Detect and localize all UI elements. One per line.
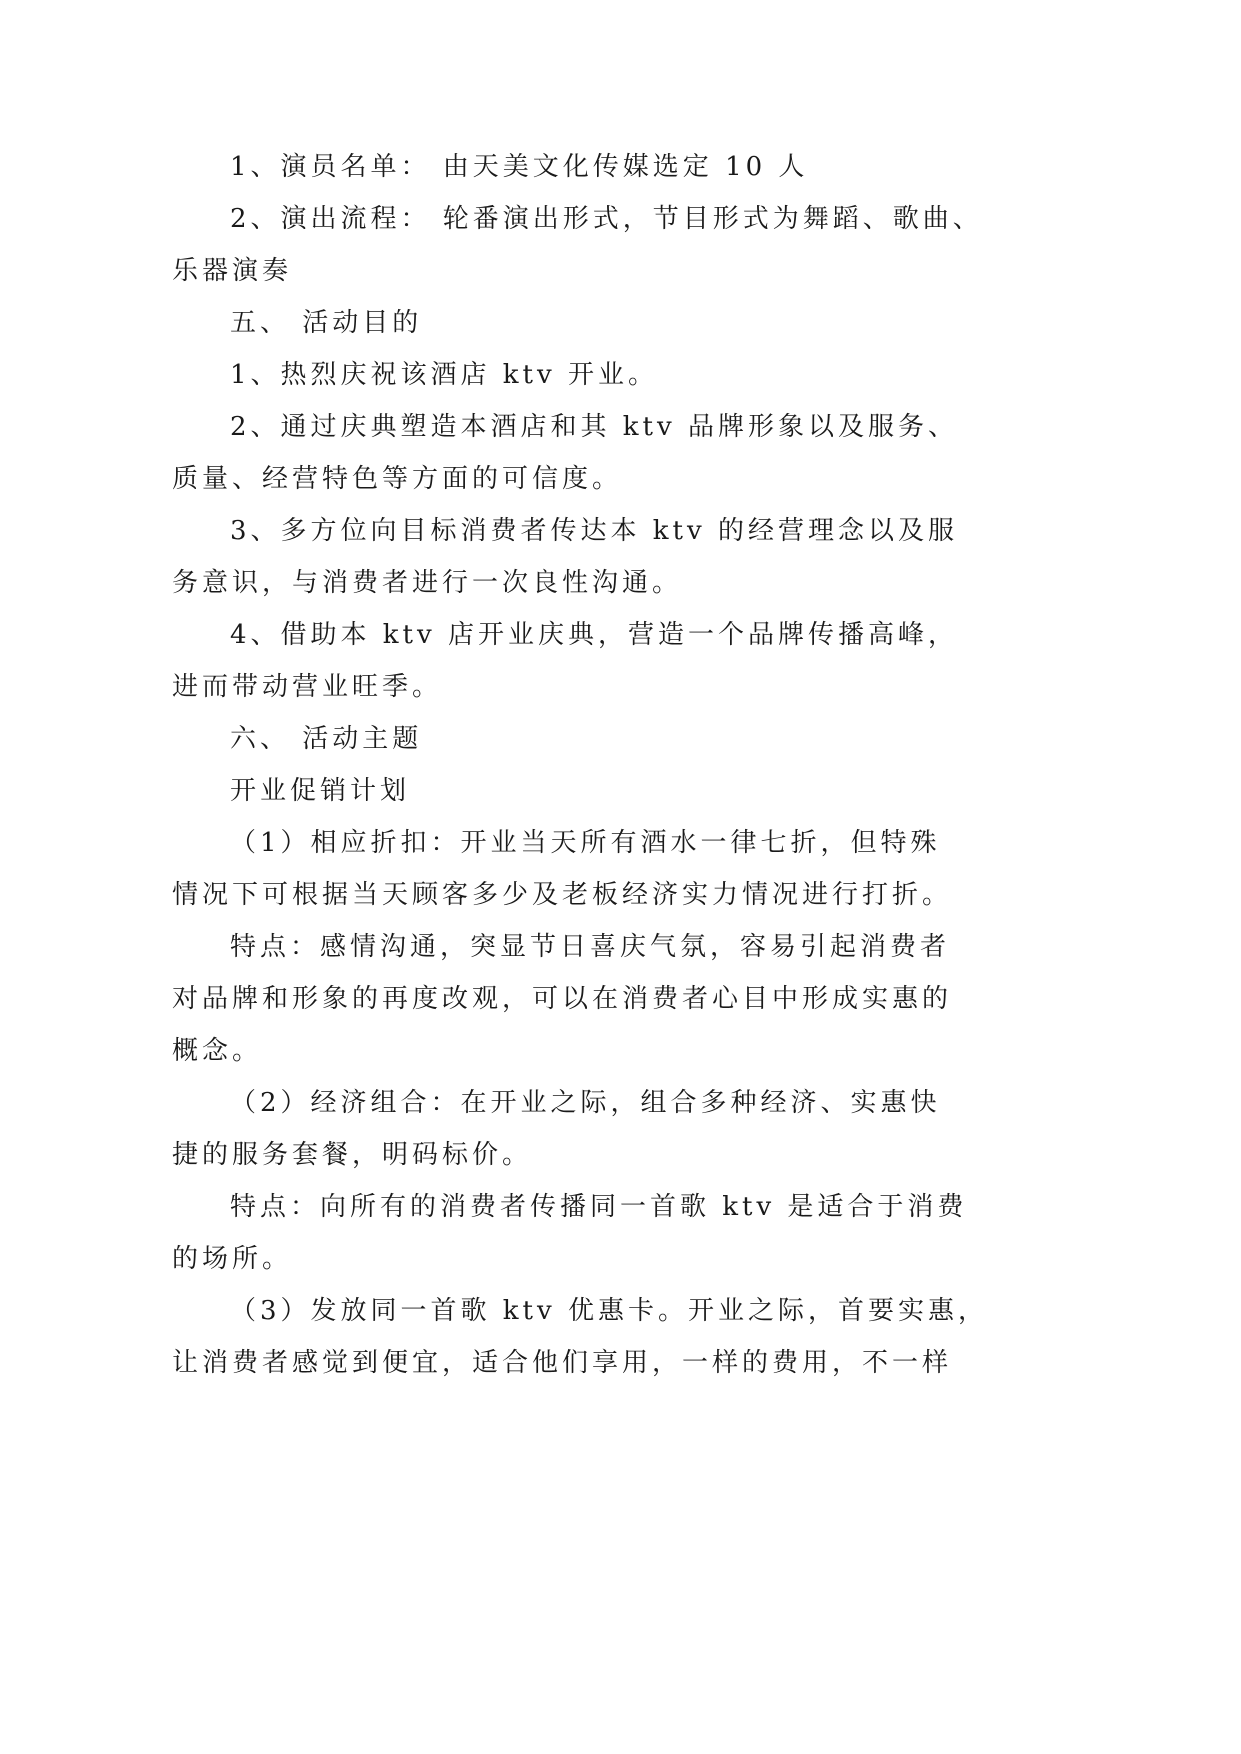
section-heading-theme	[172, 713, 1241, 765]
subheading: 开业促销计划	[230, 776, 411, 806]
text-line: 特点：向所有的消费者传播同一首歌 ktv 是适合于消费	[230, 1192, 968, 1222]
text-line: 3、多方位向目标消费者传达本 ktv 的经营理念以及服	[230, 516, 958, 546]
paragraph-combo-features	[172, 1181, 1241, 1285]
section-heading: 五、 活动目的	[230, 308, 423, 338]
text-line: 情况下可根据当天顾客多少及老板经济实力情况进行打折。	[172, 880, 953, 910]
paragraph-purpose-2	[172, 401, 1241, 505]
text-line: 1、热烈庆祝该酒店 ktv 开业。	[230, 360, 658, 390]
paragraph-combo	[172, 1077, 1241, 1181]
text-line: 2、通过庆典塑造本酒店和其 ktv 品牌形象以及服务、	[230, 412, 958, 442]
text-line: 的场所。	[172, 1244, 293, 1274]
subheading-promotion-plan	[172, 765, 1241, 817]
text-line: （2）经济组合：在开业之际，组合多种经济、实惠快	[230, 1088, 941, 1118]
text-line: （3）发放同一首歌 ktv 优惠卡。开业之际，首要实惠，	[230, 1296, 988, 1326]
paragraph-purpose-3	[172, 505, 1241, 609]
section-heading: 六、 活动主题	[230, 724, 423, 754]
text-line: 4、借助本 ktv 店开业庆典，营造一个品牌传播高峰，	[230, 620, 958, 650]
text-line: 对品牌和形象的再度改观，可以在消费者心目中形成实惠的	[172, 984, 953, 1014]
text-line: 进而带动营业旺季。	[172, 672, 443, 702]
text-line: 务意识，与消费者进行一次良性沟通。	[172, 568, 683, 598]
paragraph-performance-flow	[172, 193, 1241, 297]
paragraph-performer-list	[172, 141, 1241, 193]
text-line: 质量、经营特色等方面的可信度。	[172, 464, 623, 494]
text-line: 2、演出流程： 轮番演出形式，节目形式为舞蹈、歌曲、	[230, 204, 983, 234]
paragraph-discount-features	[172, 921, 1241, 1077]
text-line: 1、演员名单： 由天美文化传媒选定 10 人	[230, 152, 809, 182]
paragraph-purpose-1	[172, 349, 1241, 401]
text-line: （1）相应折扣：开业当天所有酒水一律七折，但特殊	[230, 828, 941, 858]
text-line: 概念。	[172, 1036, 263, 1066]
text-line: 让消费者感觉到便宜，适合他们享用，一样的费用，不一样	[172, 1348, 953, 1378]
text-line: 特点：感情沟通，突显节日喜庆气氛，容易引起消费者	[230, 932, 951, 962]
text-line: 捷的服务套餐，明码标价。	[172, 1140, 533, 1170]
section-heading-purpose	[172, 297, 1241, 349]
paragraph-discount	[172, 817, 1241, 921]
paragraph-discount-card	[172, 1285, 1241, 1389]
paragraph-purpose-4	[172, 609, 1241, 713]
text-line: 乐器演奏	[172, 256, 293, 286]
